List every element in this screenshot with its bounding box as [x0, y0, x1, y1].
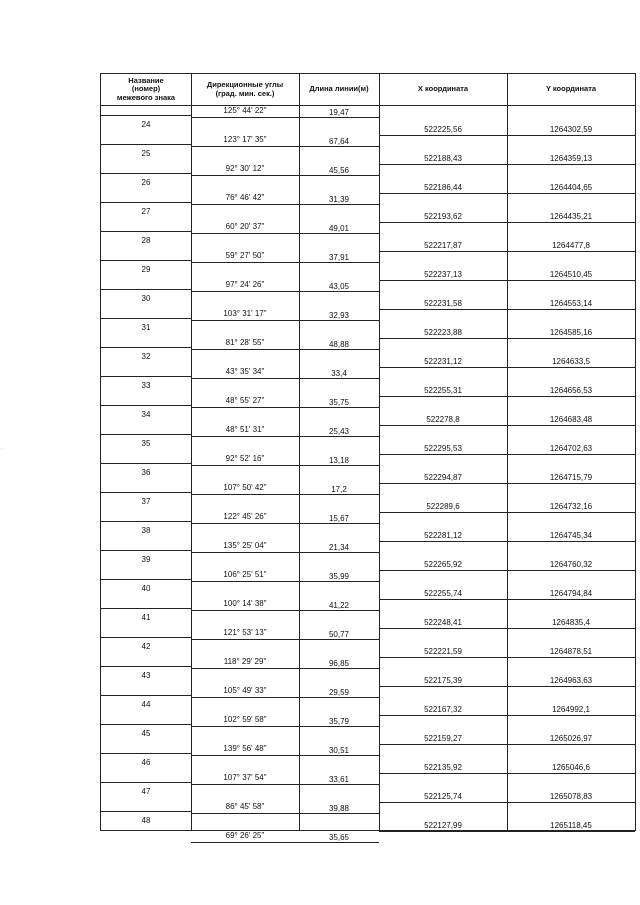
header-divider — [191, 74, 192, 105]
point-rule — [101, 666, 191, 667]
header-angles: Дирекционные углы (град. мин. сек.) — [206, 80, 284, 98]
segment-rule — [191, 291, 379, 292]
segment-rule — [191, 436, 379, 437]
segment-rule — [191, 668, 379, 669]
margin-mark: · — [1, 446, 3, 452]
point-rule — [101, 463, 191, 464]
point-name: 32 — [141, 352, 151, 361]
point-y: 1264477,8 — [552, 241, 590, 250]
coordinate-rule — [379, 744, 635, 745]
segment-length: 43,05 — [328, 282, 350, 291]
coordinate-rule — [379, 483, 635, 484]
point-name: 24 — [141, 120, 151, 129]
point-name: 47 — [141, 787, 151, 796]
point-rule — [101, 318, 191, 319]
point-rule — [101, 260, 191, 261]
segment-rule — [191, 755, 379, 756]
point-rule — [101, 724, 191, 725]
point-y: 1264656,53 — [549, 386, 593, 395]
point-y: 1264715,79 — [549, 473, 593, 482]
point-x: 522193,62 — [424, 212, 462, 221]
coordinate-rule — [379, 222, 635, 223]
coordinate-rule — [379, 657, 635, 658]
segment-rule — [191, 320, 379, 321]
point-rule — [101, 753, 191, 754]
segment-length: 17,2 — [331, 485, 347, 494]
segment-rule — [191, 697, 379, 698]
segment-rule — [191, 117, 379, 118]
segment-rule — [191, 523, 379, 524]
segment-angle: 103° 31' 17" — [223, 309, 267, 318]
point-rule — [101, 492, 191, 493]
segment-length: 45,56 — [328, 166, 350, 175]
header-divider — [379, 74, 380, 105]
segment-angle: 118° 29' 29" — [223, 657, 267, 666]
point-y: 1264992,1 — [552, 705, 590, 714]
point-name: 33 — [141, 381, 151, 390]
coordinate-rule — [379, 338, 635, 339]
segment-angle: 105° 49' 33" — [223, 686, 267, 695]
segment-rule — [191, 842, 379, 843]
point-y: 1264553,14 — [549, 299, 593, 308]
coordinate-rule — [379, 773, 635, 774]
point-name: 40 — [141, 584, 151, 593]
point-rule — [101, 782, 191, 783]
header-divider — [507, 74, 508, 105]
coordinate-rule — [379, 280, 635, 281]
coordinate-rule — [379, 541, 635, 542]
point-x: 522135,92 — [424, 763, 462, 772]
coordinate-rule — [379, 715, 635, 716]
point-name: 48 — [141, 816, 151, 825]
segment-angle: 92° 52' 16" — [225, 454, 265, 463]
coordinate-rule — [379, 425, 635, 426]
segment-length: 19,47 — [328, 108, 350, 117]
segment-rule — [191, 726, 379, 727]
point-name: 26 — [141, 178, 151, 187]
point-x: 522278,8 — [426, 415, 460, 424]
point-rule — [101, 376, 191, 377]
point-x: 522295,53 — [424, 444, 462, 453]
point-name: 25 — [141, 149, 151, 158]
segment-rule — [191, 581, 379, 582]
point-y: 1264878,51 — [549, 647, 593, 656]
point-rule — [101, 289, 191, 290]
segment-rule — [191, 233, 379, 234]
point-rule — [101, 347, 191, 348]
point-rule — [101, 811, 191, 812]
segment-angle: 135° 25' 04" — [223, 541, 267, 550]
segment-length: 41,22 — [328, 601, 350, 610]
header-name: Название (номер) межевого знака — [116, 75, 176, 102]
point-name: 29 — [141, 265, 151, 274]
segment-angle: 121° 53' 13" — [223, 628, 267, 637]
segment-rule — [191, 494, 379, 495]
segment-length: 33,4 — [331, 369, 347, 378]
segment-rule — [191, 610, 379, 611]
point-y: 1264302,59 — [549, 125, 593, 134]
segment-angle: 86° 45' 58" — [225, 802, 265, 811]
coordinate-rule — [379, 802, 635, 803]
segment-length: 37,91 — [328, 253, 350, 262]
segment-rule — [191, 465, 379, 466]
segment-angle: 122° 45' 26" — [223, 512, 267, 521]
coordinate-rule — [379, 686, 635, 687]
segment-angle: 100° 14' 38" — [223, 599, 267, 608]
point-rule — [101, 144, 191, 145]
point-y: 1264835,4 — [552, 618, 590, 627]
segment-angle: 97° 24' 26" — [225, 280, 265, 289]
point-name: 42 — [141, 642, 151, 651]
segment-rule — [191, 813, 379, 814]
point-x: 522127,99 — [424, 821, 462, 830]
segment-angle: 59° 27' 50" — [225, 251, 265, 260]
point-rule — [101, 202, 191, 203]
point-x: 522289,6 — [426, 502, 460, 511]
point-name: 30 — [141, 294, 151, 303]
coordinate-rule — [379, 454, 635, 455]
segment-rule — [191, 349, 379, 350]
point-x: 522223,88 — [424, 328, 462, 337]
table-bottom-border — [101, 830, 635, 831]
point-name: 38 — [141, 526, 151, 535]
coordinates-table — [100, 73, 636, 842]
segment-rule — [191, 639, 379, 640]
segment-rule — [191, 204, 379, 205]
point-rule — [101, 405, 191, 406]
segment-angle: 106° 25' 51" — [223, 570, 267, 579]
segment-rule — [191, 262, 379, 263]
segment-length: 15,67 — [328, 514, 350, 523]
header-x: X координата — [417, 84, 469, 94]
segment-angle: 107° 37' 54" — [223, 773, 267, 782]
point-y: 1264760,32 — [549, 560, 593, 569]
point-rule — [101, 521, 191, 522]
segment-rule — [191, 378, 379, 379]
segment-length: 31,39 — [328, 195, 350, 204]
segment-length: 50,77 — [328, 630, 350, 639]
segment-angle: 125° 44' 22" — [223, 106, 267, 115]
point-name: 28 — [141, 236, 151, 245]
point-y: 1264633,5 — [552, 357, 590, 366]
segment-length: 35,99 — [328, 572, 350, 581]
point-x: 522231,12 — [424, 357, 462, 366]
segment-length: 32,93 — [328, 311, 350, 320]
point-name: 36 — [141, 468, 151, 477]
coordinate-rule — [379, 367, 635, 368]
segment-length: 67,64 — [328, 137, 350, 146]
point-y: 1264963,63 — [549, 676, 593, 685]
segment-angle: 69° 26' 25" — [225, 831, 265, 840]
table-header — [101, 73, 635, 106]
segment-length: 96,85 — [328, 659, 350, 668]
point-rule — [101, 695, 191, 696]
point-rule — [101, 579, 191, 580]
header-divider — [299, 74, 300, 105]
point-x: 522221,59 — [424, 647, 462, 656]
point-rule — [101, 550, 191, 551]
point-rule — [101, 115, 191, 116]
segment-length: 35,79 — [328, 717, 350, 726]
point-name: 44 — [141, 700, 151, 709]
point-y: 1265026,97 — [549, 734, 593, 743]
point-x: 522159,27 — [424, 734, 462, 743]
segment-angle: 48° 55' 27" — [225, 396, 265, 405]
point-y: 1264794,84 — [549, 589, 593, 598]
segment-length: 39,88 — [328, 804, 350, 813]
point-y: 1265118,45 — [550, 821, 592, 830]
segment-angle: 81° 28' 55" — [225, 338, 265, 347]
coordinate-rule — [379, 164, 635, 165]
point-name: 45 — [141, 729, 151, 738]
coordinate-rule — [379, 135, 635, 136]
point-x: 522188,43 — [424, 154, 462, 163]
point-y: 1264683,48 — [549, 415, 593, 424]
coordinate-rule — [379, 512, 635, 513]
segment-angle: 48° 51' 31" — [225, 425, 265, 434]
header-y: Y координата — [545, 84, 597, 94]
segment-length: 30,51 — [328, 746, 350, 755]
point-x: 522167,32 — [424, 705, 462, 714]
point-y: 1264732,16 — [549, 502, 593, 511]
coordinate-rule — [379, 396, 635, 397]
point-rule — [101, 434, 191, 435]
segment-rule — [191, 146, 379, 147]
point-name: 27 — [141, 207, 151, 216]
point-rule — [101, 173, 191, 174]
segment-length: 21,34 — [328, 543, 350, 552]
point-y: 1264404,65 — [549, 183, 593, 192]
segment-angle: 139° 56' 48" — [223, 744, 267, 753]
segment-length: 13,18 — [328, 456, 350, 465]
segment-rule — [191, 407, 379, 408]
segment-angle: 76° 46' 42" — [225, 193, 265, 202]
table-body — [101, 106, 635, 842]
point-y: 1264745,34 — [549, 531, 593, 540]
point-name: 43 — [141, 671, 151, 680]
point-y: 1264435,21 — [549, 212, 593, 221]
point-x: 522294,87 — [424, 473, 462, 482]
point-name: 37 — [141, 497, 151, 506]
point-y: 1264359,13 — [549, 154, 593, 163]
header-length: Длина линии(м) — [309, 84, 369, 94]
segment-rule — [191, 784, 379, 785]
segment-length: 35,65 — [328, 833, 350, 842]
coordinate-rule — [379, 251, 635, 252]
point-y: 1264702,63 — [549, 444, 593, 453]
segment-rule — [191, 175, 379, 176]
point-rule — [101, 231, 191, 232]
point-y: 1265078,83 — [549, 792, 593, 801]
segment-angle: 123° 17' 35" — [223, 135, 267, 144]
coordinate-rule — [379, 628, 635, 629]
point-x: 522281,12 — [424, 531, 462, 540]
point-rule — [101, 637, 191, 638]
point-name: 35 — [141, 439, 151, 448]
point-name: 41 — [141, 613, 151, 622]
coordinate-rule — [379, 193, 635, 194]
point-y: 1264585,16 — [549, 328, 593, 337]
point-x: 522225,56 — [424, 125, 462, 134]
point-x: 522125,74 — [424, 792, 462, 801]
point-x: 522175,39 — [424, 676, 462, 685]
point-x: 522255,74 — [424, 589, 462, 598]
coordinate-rule — [379, 309, 635, 310]
segment-length: 35,75 — [328, 398, 350, 407]
segment-rule — [191, 552, 379, 553]
point-y: 1265046,6 — [552, 763, 590, 772]
point-x: 522248,41 — [424, 618, 462, 627]
point-name: 46 — [141, 758, 151, 767]
segment-length: 29,59 — [328, 688, 350, 697]
coordinate-rule — [379, 599, 635, 600]
coordinate-rule — [379, 570, 635, 571]
segment-angle: 107° 50' 42" — [223, 483, 267, 492]
segment-angle: 92° 30' 12" — [225, 164, 265, 173]
segment-angle: 43° 35' 34" — [225, 367, 265, 376]
point-name: 39 — [141, 555, 151, 564]
point-x: 522237,13 — [424, 270, 462, 279]
point-x: 522186,44 — [424, 183, 462, 192]
segment-angle: 60° 20' 37" — [225, 222, 265, 231]
point-name: 34 — [141, 410, 151, 419]
point-name: 31 — [141, 323, 151, 332]
point-x: 522217,87 — [424, 241, 462, 250]
segment-angle: 102° 59' 58" — [223, 715, 267, 724]
segment-length: 25,43 — [328, 427, 350, 436]
segment-length: 49,01 — [328, 224, 350, 233]
segment-length: 48,88 — [328, 340, 350, 349]
point-x: 522231,58 — [424, 299, 462, 308]
point-x: 522265,92 — [424, 560, 462, 569]
point-rule — [101, 608, 191, 609]
point-y: 1264510,45 — [549, 270, 593, 279]
point-x: 522255,31 — [424, 386, 462, 395]
segment-length: 33,61 — [328, 775, 350, 784]
coordinate-rule — [379, 831, 635, 832]
